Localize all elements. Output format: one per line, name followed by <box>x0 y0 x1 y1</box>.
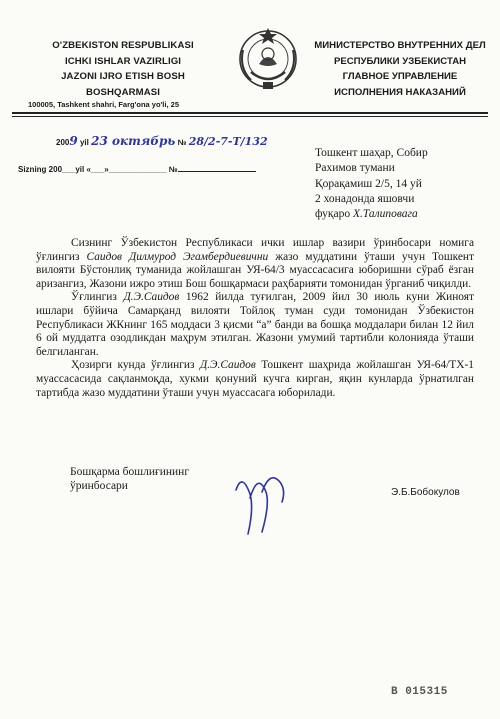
header-divider <box>12 112 488 114</box>
recipient-line-5 <box>315 207 428 222</box>
header-left-line-4: BOSHQARMASI <box>85 86 161 98</box>
p1-text-a: Сизнинг Ўзбекистон Республикаси ички ишлар вазири ўринбосари номига ўғлингиз <box>36 237 474 263</box>
signer-name: Э.Б.Бобокулов <box>391 487 460 498</box>
header-right-russian <box>300 38 500 100</box>
header-left-line-2: ICHKI ISHLAR VAZIRLIGI <box>64 55 182 67</box>
p3-name: Д.Э.Саидов <box>199 359 256 372</box>
recipient-line-2: Рахимов тумани <box>315 162 395 175</box>
signature-title-line-2: ўринбосари <box>70 480 128 492</box>
date-handwritten: 23 октябрь <box>91 134 176 148</box>
incoming-number-sign: № <box>168 165 178 174</box>
header-right-line-4: ИСПОЛНЕНИЯ НАКАЗАНИЙ <box>334 86 466 98</box>
recipient-block <box>315 146 428 222</box>
header-address: 100005, Tashkent shahri, Farg'ona yo'li, 25 <box>28 100 179 109</box>
p3-text-b: Тошкент шаҳрида жойлашган УЯ-64/ТХ-1 муассасасида сақланмоқда, хукми қонуний кучга кирган, яқин кунларда ўрнатилган тартибда жазо муддатини ўташи учун муассасага юборилади. <box>36 359 474 399</box>
header-right-line-3: ГЛАВНОЕ УПРАВЛЕНИЕ <box>342 71 458 82</box>
p2-text-b: 1962 йилда туғилган, 2009 йил 30 июль куни Жиноят ишлари бўйича Самарқанд вилояти Тойлоқ туман суди томонидан Ўзбекистон Республикаси ЖКнинг 165 моддаси 3 қисми “а” банди ва бошқа моддалари билан 12 йил 6 ой муддатга озодликдан маҳрум этилган. Жазони умумий тартибли колонияда ўташи белгиланган. <box>36 291 474 358</box>
paragraph-1 <box>36 237 474 291</box>
header-left-line-1: O'ZBEKISTON RESPUBLIKASI <box>52 40 194 51</box>
header-right-line-2: РЕСПУБЛИКИ УЗБЕКИСТАН <box>333 55 467 67</box>
header-left-uzbek <box>28 38 218 100</box>
recipient-name: Х.Талиповага <box>352 208 418 221</box>
state-emblem-icon <box>233 20 303 98</box>
year-suffix: yil <box>79 138 89 147</box>
incoming-number-blank <box>178 162 256 172</box>
p1-name: Саидов Дилмурод Эгамбердиевични <box>86 250 269 263</box>
handwritten-signature <box>228 468 288 538</box>
p1-text-b: жазо муддатини ўташи учун Тошкент вилояти Бўстонлиқ туманида жойлашган УЯ-64/3 муассасасига юборишни сўраб ёзган аризангиз, Жазони ижро этиш Бош бошқармаси раҳбарияти томонидан ўрганиб чиқилди. <box>36 250 474 290</box>
signature-title <box>70 465 189 493</box>
sizning-label: Sizning 200___yil «___»_____________ <box>18 165 167 174</box>
recipient-line-4: 2 хонадонда яшовчи <box>315 192 415 205</box>
header-divider-thin <box>12 116 488 117</box>
paragraph-3 <box>36 359 474 400</box>
incoming-reference <box>18 162 256 174</box>
letter-body <box>36 237 474 400</box>
p2-name: Д.Э.Саидов <box>123 291 180 304</box>
recipient-line-3: Қорақамиш 2/5, 14 уй <box>315 177 422 190</box>
p3-text-a: Ҳозирги кунда ўғлингиз <box>71 359 200 372</box>
header-right-line-1: МИНИСТЕРСТВО ВНУТРЕННИХ ДЕЛ <box>314 40 486 51</box>
p2-text-a: Ўғлингиз <box>71 291 124 304</box>
year-prefix: 200 <box>56 138 70 147</box>
header-left-line-3: JAZONI IJRO ETISH BOSH <box>61 71 185 82</box>
serial-number: В 015315 <box>391 686 448 698</box>
recipient-prefix: фуқаро <box>315 208 353 221</box>
outgoing-reference <box>56 134 268 148</box>
paragraph-2 <box>36 291 474 359</box>
recipient-line-1: Тошкент шаҳар, Собир <box>315 147 428 159</box>
year-handwritten: 9 <box>69 134 78 148</box>
number-sign: № <box>177 138 187 147</box>
signature-title-line-1: Бошқарма бошлиғининг <box>70 466 190 478</box>
outgoing-number-handwritten: 28/2-7-Т/132 <box>188 135 268 148</box>
